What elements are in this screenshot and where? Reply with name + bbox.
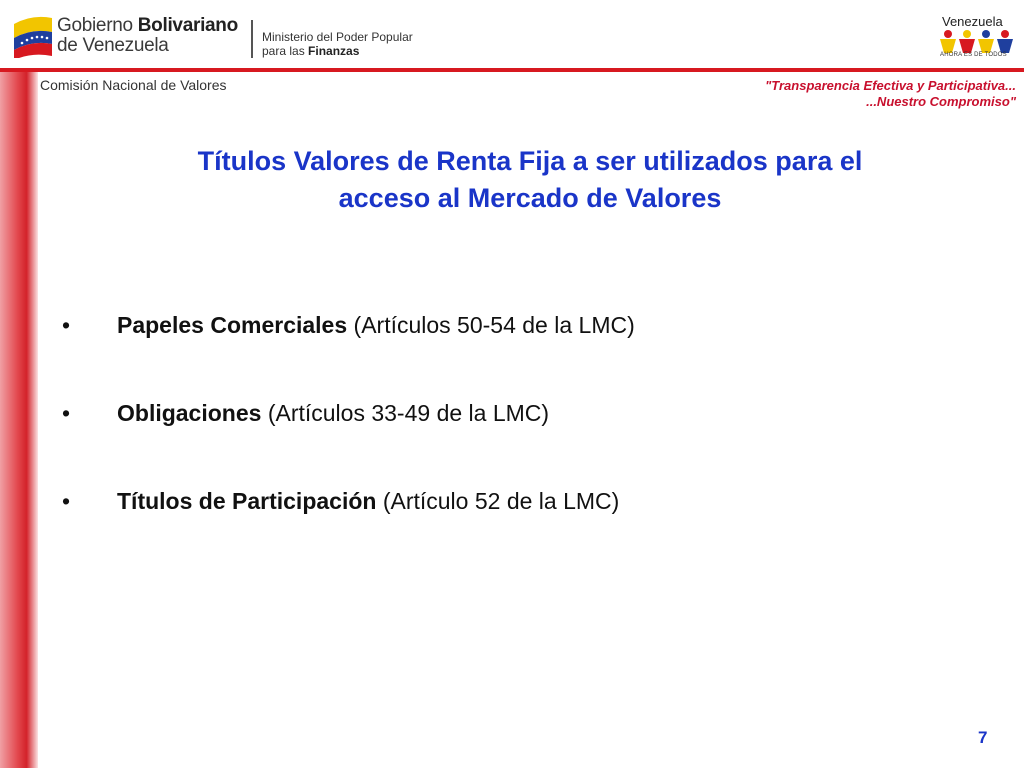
slide-title: Títulos Valores de Renta Fija a ser utilizados para el acceso al Mercado de Valores bbox=[197, 146, 863, 213]
people-figures-icon bbox=[940, 29, 1016, 53]
header-divider bbox=[251, 20, 253, 58]
header-red-rule bbox=[0, 68, 1024, 72]
bullet-reference: (Artículos 50-54 de la LMC) bbox=[347, 312, 635, 338]
venezuela-brand-subtitle: AHORA ES DE TODOS bbox=[940, 52, 1007, 58]
bullet-term: Papeles Comerciales bbox=[117, 312, 348, 338]
ministry-name: Ministerio del Poder Popular para las Finanzas bbox=[262, 30, 413, 58]
venezuela-flag-icon bbox=[12, 10, 54, 58]
left-gradient-bar bbox=[0, 72, 38, 768]
bullet-reference: (Artículo 52 de la LMC) bbox=[376, 488, 620, 514]
government-name: Gobierno Bolivariano de Venezuela bbox=[57, 15, 238, 56]
bullet-reference: (Artículos 33-49 de la LMC) bbox=[261, 400, 550, 426]
bullet-marker: • bbox=[62, 312, 71, 338]
page-number: 7 bbox=[978, 728, 988, 747]
bullet-term: Títulos de Participación bbox=[117, 488, 377, 514]
commission-name: Comisión Nacional de Valores bbox=[40, 77, 227, 93]
slogan: "Transparencia Efectiva y Participativa... ...Nuestro Compromiso" bbox=[765, 78, 1016, 109]
slide-header bbox=[0, 0, 1024, 68]
bullet-term: Obligaciones bbox=[117, 400, 262, 426]
bullet-marker: • bbox=[62, 488, 71, 514]
venezuela-brand-title: Venezuela bbox=[942, 14, 1003, 29]
bullet-marker: • bbox=[62, 400, 71, 426]
